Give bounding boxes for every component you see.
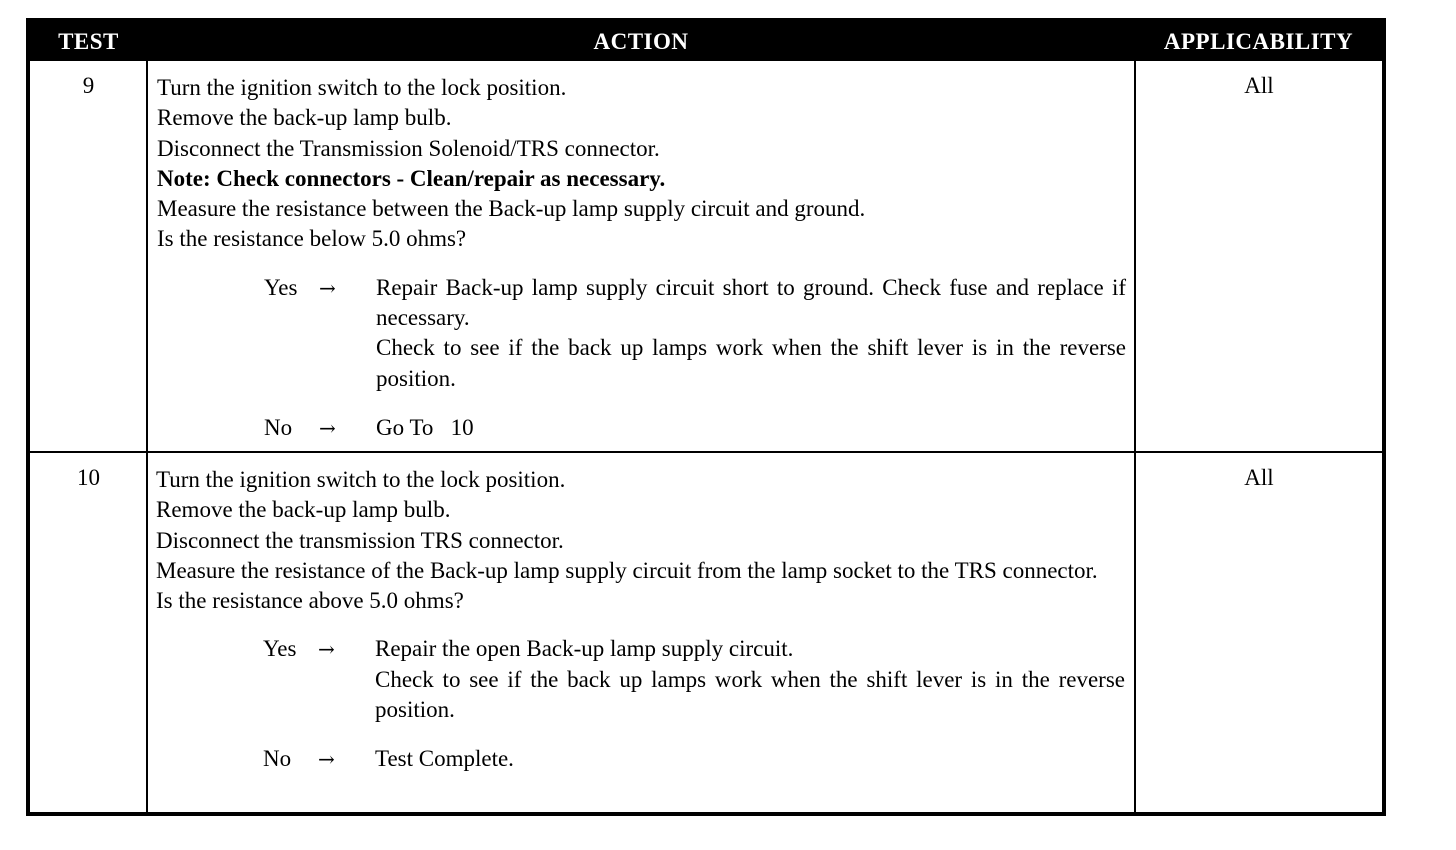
step-text: Measure the resistance of the Back-up lamp supply circuit from the lamp socket to the TRS connector. [156, 557, 1098, 583]
yes-text-line: Repair Back-up lamp supply circuit short to ground. Check fuse and replace if necessary. [376, 274, 1126, 331]
table-row [30, 453, 1382, 812]
no-text: Test Complete. [375, 746, 514, 772]
column-divider [1134, 61, 1136, 812]
action-cell [156, 465, 1126, 775]
column-divider [146, 61, 148, 812]
yes-text-line: Check to see if the back up lamps work when the shift lever is in the reverse position. [375, 666, 1125, 723]
step-text: Measure the resistance between the Back-up lamp supply circuit and ground. [157, 196, 866, 222]
header-action: ACTION [593, 29, 689, 54]
yes-label: Yes [264, 274, 298, 300]
yes-text [376, 273, 1126, 394]
right-arrow-icon: → [319, 275, 336, 300]
question-text: Is the resistance above 5.0 ohms? [156, 588, 464, 614]
right-arrow-icon: → [318, 747, 335, 772]
step-text: Disconnect the Transmission Solenoid/TRS connector. [157, 135, 660, 161]
no-outcome [263, 744, 1126, 774]
no-label: No [264, 414, 293, 440]
no-outcome [264, 413, 1127, 443]
outcomes [263, 634, 1126, 774]
no-label: No [263, 746, 292, 772]
step-text: Remove the back-up lamp bulb. [156, 497, 451, 523]
yes-text [375, 634, 1125, 725]
no-text: Go To 10 [376, 414, 474, 440]
action-cell [157, 73, 1127, 443]
yes-label: Yes [263, 636, 297, 662]
step-text: Turn the ignition switch to the lock position. [156, 467, 566, 492]
yes-outcome [263, 634, 1126, 725]
header-test: TEST [58, 29, 119, 54]
diagnostic-table [26, 18, 1386, 816]
test-number: 10 [77, 465, 100, 490]
right-arrow-icon: → [319, 415, 336, 440]
yes-text-line: Repair the open Back-up lamp supply circuit. [375, 636, 794, 662]
right-arrow-icon: → [318, 637, 335, 662]
yes-text-line: Check to see if the back up lamps work when the shift lever is in the reverse position. [376, 335, 1126, 391]
header-applicability: APPLICABILITY [1163, 29, 1354, 54]
step-text: Turn the ignition switch to the lock position. [157, 75, 567, 100]
applicability-value: All [1244, 73, 1274, 98]
applicability-value: All [1244, 465, 1274, 490]
step-text: Remove the back-up lamp bulb. [157, 105, 452, 131]
note-text: Note: Check connectors - Clean/repair as necessary. [157, 165, 666, 191]
table-row [30, 61, 1382, 453]
yes-outcome [264, 273, 1127, 394]
question-text: Is the resistance below 5.0 ohms? [157, 226, 467, 252]
step-text: Disconnect the transmission TRS connector. [156, 527, 564, 553]
outcomes [264, 273, 1127, 443]
test-number: 9 [82, 73, 95, 98]
table-header [30, 22, 1382, 61]
